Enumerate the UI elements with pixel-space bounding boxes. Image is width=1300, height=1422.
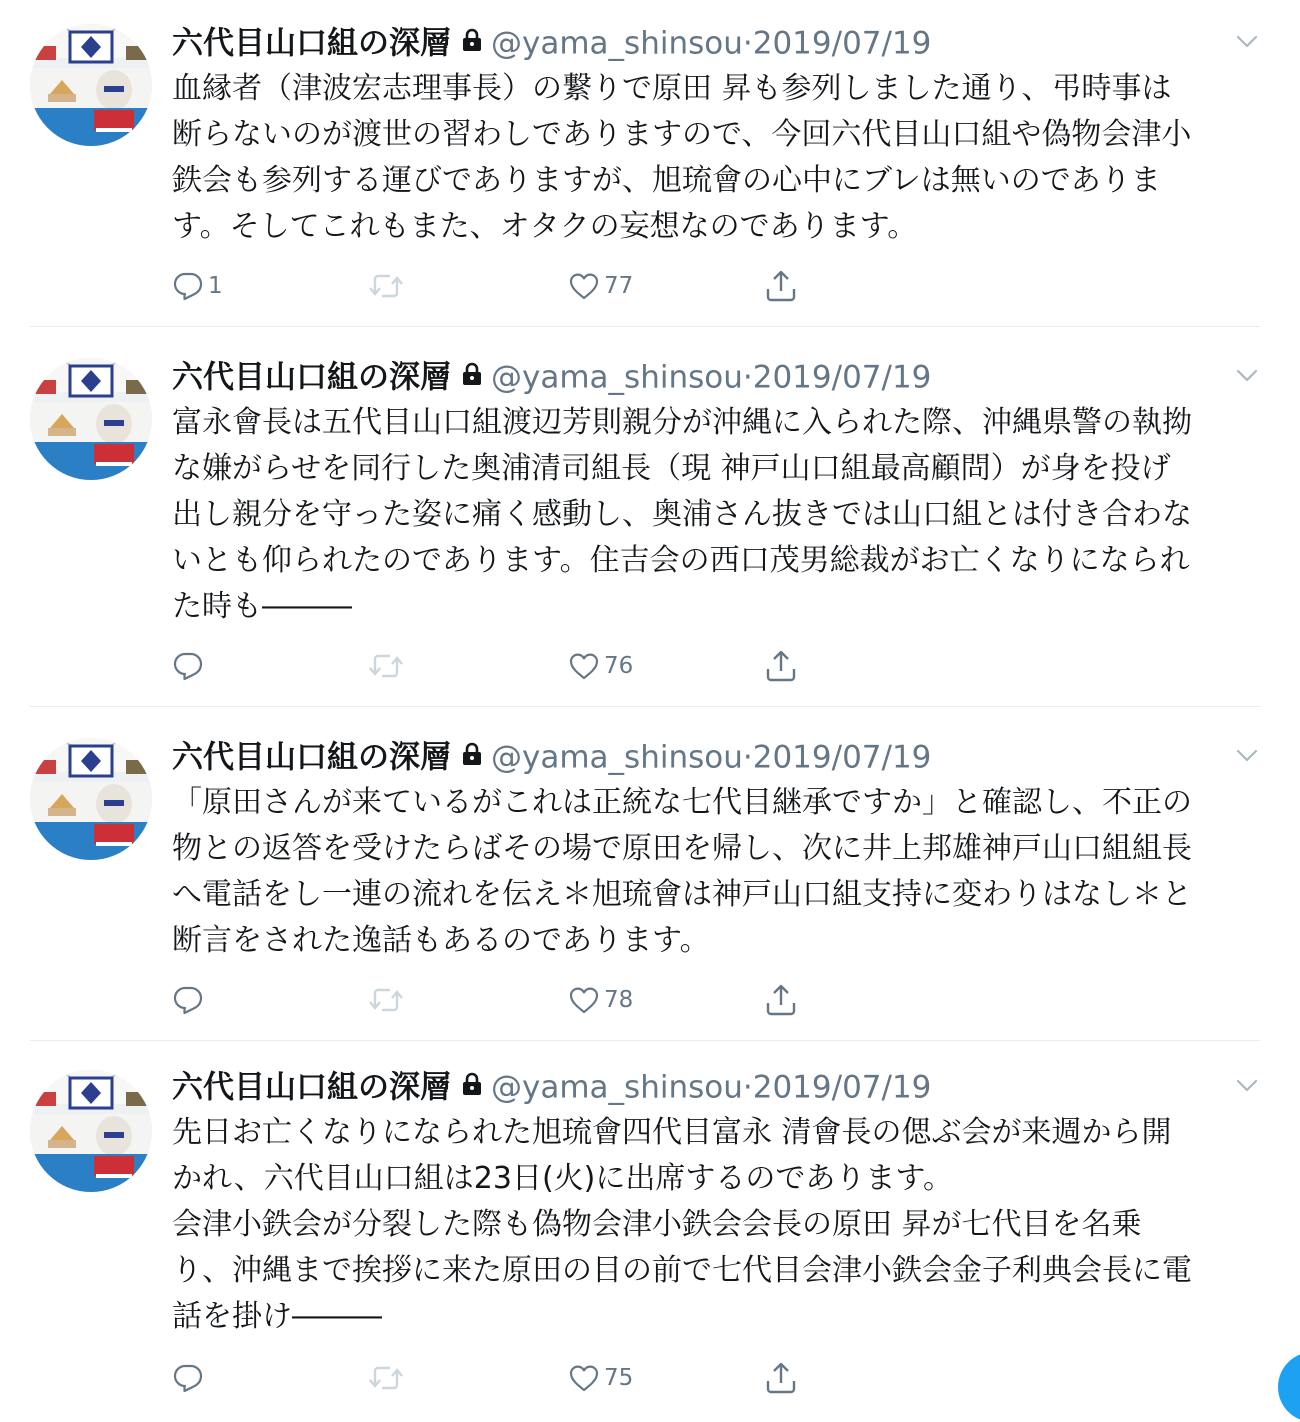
tweet-text-line: す。そしてこれもまた、オタクの妄想なのであります。 [172, 209, 918, 244]
tweet-header [172, 1064, 931, 1108]
share-button[interactable] [764, 266, 798, 306]
tweet-header [172, 354, 931, 398]
display-name[interactable]: 六代目山口組の深層 [172, 1069, 451, 1106]
like-count: 76 [604, 653, 634, 679]
tweet-text-line: 鉄会も参列する運びでありますが、旭琉會の心中にブレは無いのでありま [172, 163, 1161, 198]
heart-icon [568, 1363, 600, 1393]
retweet-button[interactable] [368, 646, 408, 686]
lock-icon [461, 20, 483, 64]
lock-icon [461, 734, 483, 778]
retweet-icon [368, 985, 404, 1015]
share-icon [764, 649, 798, 683]
tweet-text-line: 断言をされた逸話もあるのであります。 [172, 923, 710, 958]
tweet-actions [172, 266, 872, 306]
tweet-date[interactable]: 2019/07/19 [752, 1069, 932, 1106]
tweet-text-line: た時も――― [172, 589, 352, 624]
like-count: 78 [604, 987, 634, 1013]
avatar[interactable] [30, 24, 152, 146]
tweet-text-line: かれ、六代目山口組は23日(火)に出席するのであります。 [172, 1161, 953, 1196]
tweet-text-line: 「原田さんが来ているがこれは正統な七代目継承ですか」と確認し、不正の [172, 785, 1192, 820]
handle[interactable]: @yama_shinsou [491, 739, 743, 776]
reply-button[interactable] [172, 646, 208, 686]
avatar[interactable] [30, 1070, 152, 1192]
reply-icon [172, 650, 204, 682]
tweet-text-line: へ電話をし一連の流れを伝え＊旭琉會は神戸山口組支持に変わりはなし＊と [172, 877, 1192, 912]
tweet-date[interactable]: 2019/07/19 [752, 359, 932, 396]
share-icon [764, 269, 798, 303]
tweet-text-line: 話を掛け――― [172, 1299, 382, 1334]
tweet-text [172, 400, 1262, 630]
reply-icon [172, 984, 204, 1016]
avatar[interactable] [30, 358, 152, 480]
display-name[interactable]: 六代目山口組の深層 [172, 739, 451, 776]
share-button[interactable] [764, 646, 798, 686]
retweet-button[interactable] [368, 980, 408, 1020]
tweet-text-line: いとも仰られたのであります。住吉会の西口茂男総裁がお亡くなりになられ [172, 543, 1190, 578]
heart-icon [568, 651, 600, 681]
divider [30, 1040, 1260, 1041]
tweet-text-line: 富永會長は五代目山口組渡辺芳則親分が沖縄に入られた際、沖縄県警の執拗 [172, 405, 1192, 440]
retweet-icon [368, 1363, 404, 1393]
separator: · [742, 739, 753, 776]
display-name[interactable]: 六代目山口組の深層 [172, 25, 451, 62]
divider [30, 706, 1260, 707]
retweet-icon [368, 271, 404, 301]
tweet-text [172, 780, 1262, 964]
reply-button[interactable] [172, 1358, 208, 1398]
display-name[interactable]: 六代目山口組の深層 [172, 359, 451, 396]
share-button[interactable] [764, 980, 798, 1020]
tweet-header [172, 20, 931, 64]
avatar[interactable] [30, 738, 152, 860]
tweet-text-line: な嫌がらせを同行した奥浦清司組長（現 神戸山口組最高顧問）が身を投げ [172, 451, 1171, 486]
tweet-actions [172, 646, 872, 686]
chevron-down-icon[interactable] [1236, 748, 1258, 767]
tweet-text-line: 先日お亡くなりになられた旭琉會四代目富永 清會長の偲ぶ会が来週から開 [172, 1115, 1172, 1150]
tweet-text-line: り、沖縄まで挨拶に来た原田の目の前で七代目会津小鉄会金子利典会長に電 [172, 1253, 1192, 1288]
retweet-button[interactable] [368, 266, 408, 306]
tweet-text-line: 出し親分を守った姿に痛く感動し、奥浦さん抜きでは山口組とは付き合わな [172, 497, 1192, 532]
chevron-down-icon[interactable] [1236, 368, 1258, 387]
share-icon [764, 983, 798, 1017]
chevron-down-icon[interactable] [1236, 34, 1258, 53]
tweet-date[interactable]: 2019/07/19 [752, 25, 932, 62]
retweet-button[interactable] [368, 1358, 408, 1398]
reply-count: 1 [208, 273, 223, 299]
reply-button[interactable] [172, 980, 208, 1020]
divider [30, 326, 1260, 327]
like-button[interactable] [568, 266, 633, 306]
handle[interactable]: @yama_shinsou [491, 25, 743, 62]
tweet-date[interactable]: 2019/07/19 [752, 739, 932, 776]
separator: · [742, 1069, 753, 1106]
like-count: 77 [604, 273, 634, 299]
tweet-text [172, 66, 1262, 250]
lock-icon [461, 1064, 483, 1108]
reply-button[interactable] [172, 266, 223, 306]
tweet-actions [172, 980, 872, 1020]
compose-tweet-button[interactable] [1278, 1352, 1300, 1422]
lock-icon [461, 354, 483, 398]
retweet-icon [368, 651, 404, 681]
share-icon [764, 1361, 798, 1395]
chevron-down-icon[interactable] [1236, 1078, 1258, 1097]
tweet-text [172, 1110, 1262, 1340]
tweet-text-line: 会津小鉄会が分裂した際も偽物会津小鉄会会長の原田 昇が七代目を名乗 [172, 1207, 1142, 1242]
tweet-text-line: 断らないのが渡世の習わしでありますので、今回六代目山口組や偽物会津小 [172, 117, 1192, 152]
tweet-text-line: 物との返答を受けたらばその場で原田を帰し、次に井上邦雄神戸山口組組長 [172, 831, 1192, 866]
heart-icon [568, 271, 600, 301]
separator: · [742, 359, 753, 396]
heart-icon [568, 985, 600, 1015]
share-button[interactable] [764, 1358, 798, 1398]
handle[interactable]: @yama_shinsou [491, 1069, 743, 1106]
tweet-actions [172, 1358, 872, 1398]
like-button[interactable] [568, 980, 633, 1020]
reply-icon [172, 1362, 204, 1394]
separator: · [742, 25, 753, 62]
like-button[interactable] [568, 1358, 633, 1398]
like-count: 75 [604, 1365, 634, 1391]
tweet-header [172, 734, 931, 778]
like-button[interactable] [568, 646, 633, 686]
reply-icon [172, 270, 204, 302]
handle[interactable]: @yama_shinsou [491, 359, 743, 396]
tweet-text-line: 血縁者（津波宏志理事長）の繋りで原田 昇も参列しました通り、弔時事は [172, 71, 1172, 106]
